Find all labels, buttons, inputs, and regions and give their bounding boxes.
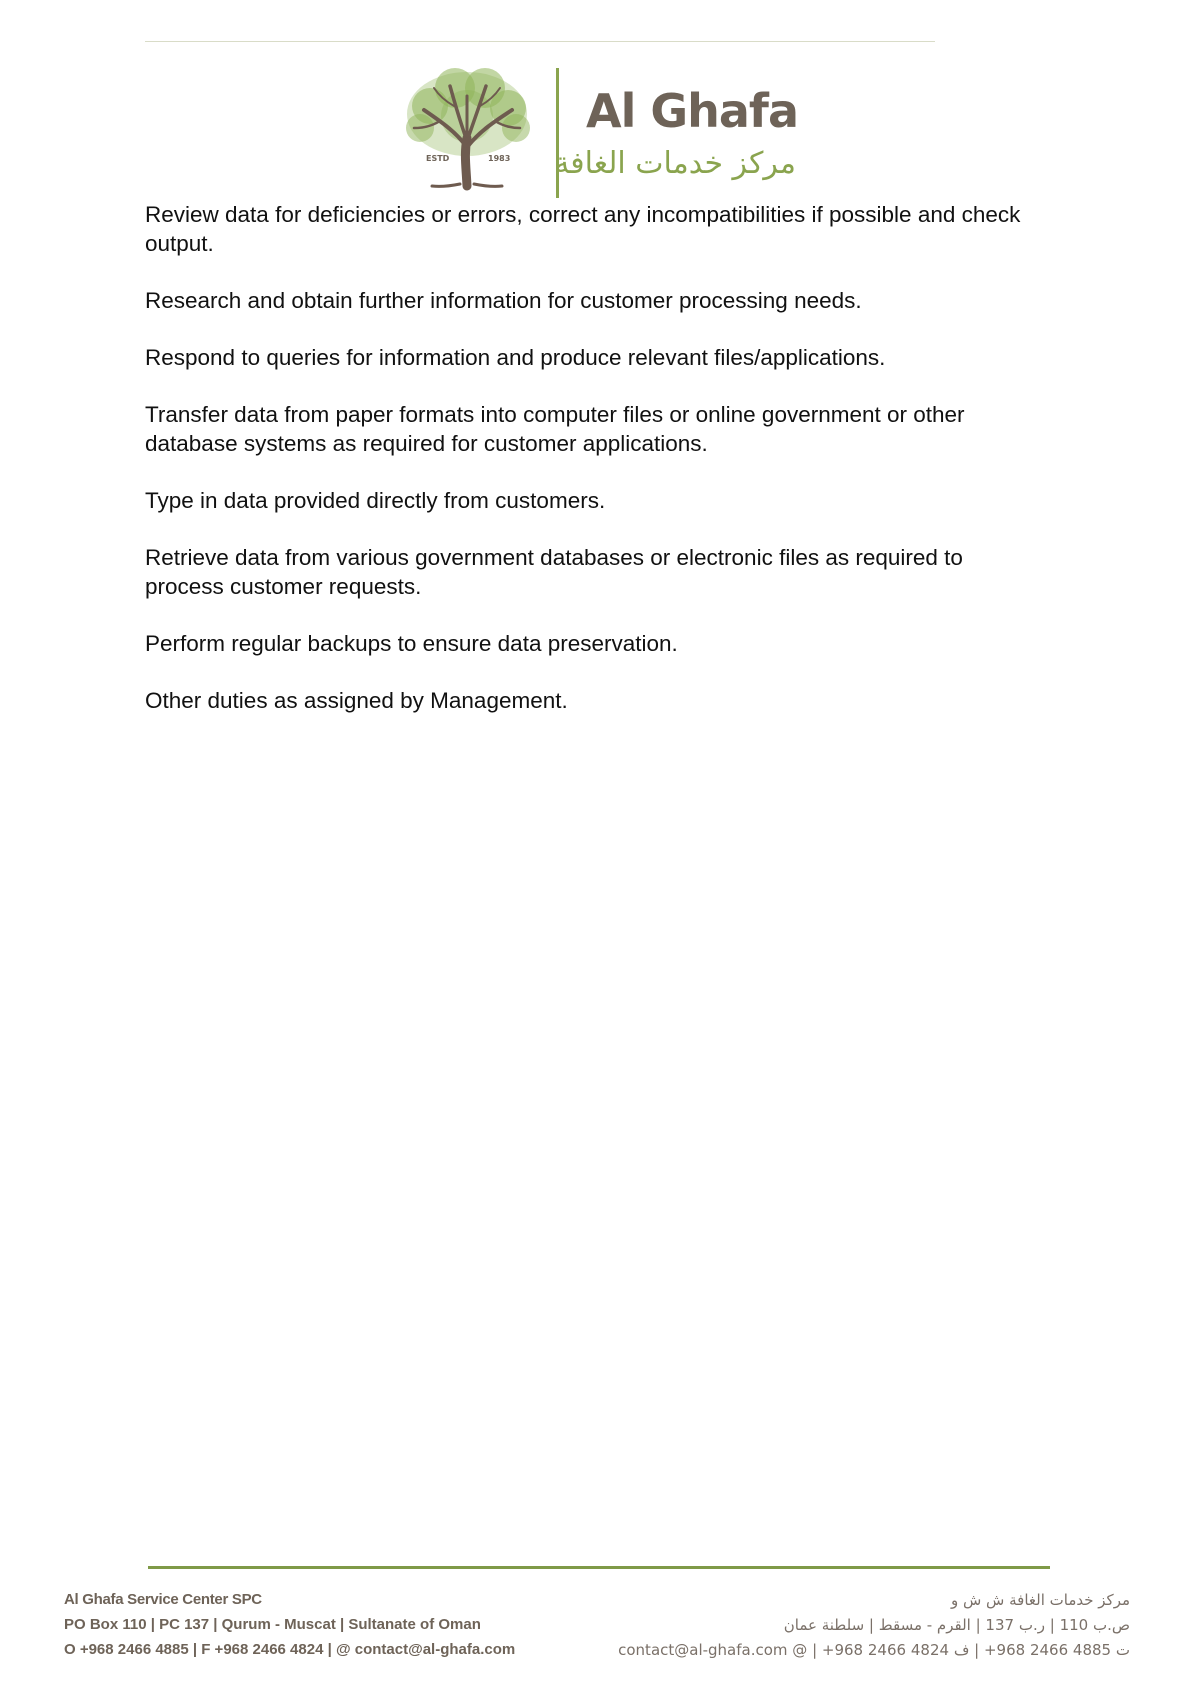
duty-item: Perform regular backups to ensure data preservation. bbox=[145, 631, 678, 656]
footer-arabic-address: ص.ب 110 | ر.ب 137 | القرم - مسقط | سلطنة عمان bbox=[783, 1616, 1130, 1634]
logo-arabic-name: مركز خدمات الغافة bbox=[554, 146, 796, 181]
duty-item: Other duties as assigned by Management. bbox=[145, 688, 568, 713]
duty-item: Research and obtain further information for customer processing needs. bbox=[145, 288, 862, 313]
header-divider bbox=[145, 41, 935, 42]
company-logo bbox=[400, 66, 800, 200]
duties-list bbox=[145, 200, 1045, 743]
footer-arabic bbox=[570, 1588, 1130, 1663]
olive-tree-icon bbox=[400, 66, 534, 196]
duty-item: Respond to queries for information and produce relevant files/applications. bbox=[145, 345, 886, 370]
logo-name: Al Ghafa bbox=[586, 84, 798, 138]
logo-established-label: ESTD bbox=[426, 154, 450, 163]
duty-item: Transfer data from paper formats into computer files or online government or other database systems as required for customer applications. bbox=[145, 402, 965, 456]
footer-english bbox=[64, 1588, 515, 1662]
duty-item: Retrieve data from various government databases or electronic files as required to process customer requests. bbox=[145, 545, 963, 599]
logo-established-year: 1983 bbox=[488, 154, 511, 163]
footer-address: PO Box 110 | PC 137 | Qurum - Muscat | Sultanate of Oman bbox=[64, 1616, 481, 1633]
duty-item: Type in data provided directly from customers. bbox=[145, 488, 606, 513]
duty-item: Review data for deficiencies or errors, correct any incompatibilities if possible and check output. bbox=[145, 202, 1021, 256]
footer-divider bbox=[148, 1566, 1050, 1569]
footer-arabic-contact: ت 4885 2466 968+ | ف 4824 2466 968+ | @ contact@al-ghafa.com bbox=[618, 1641, 1130, 1659]
footer-contact: O +968 2466 4885 | F +968 2466 4824 | @ contact@al-ghafa.com bbox=[64, 1641, 516, 1658]
footer-arabic-company-name: مركز خدمات الغافة ش ش و bbox=[950, 1591, 1130, 1609]
footer-company-name: Al Ghafa Service Center SPC bbox=[64, 1591, 262, 1608]
